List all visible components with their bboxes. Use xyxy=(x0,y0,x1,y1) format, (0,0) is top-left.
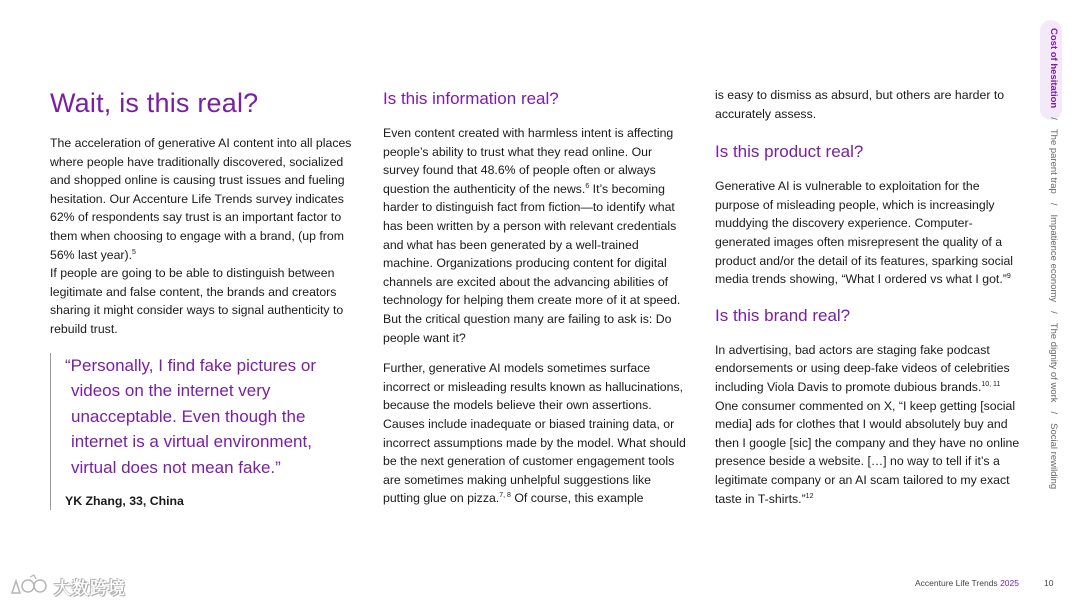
nav-item-social-rewilding[interactable]: Social rewilding xyxy=(1048,423,1059,490)
nav-item-cost-of-hesitation[interactable]: Cost of hesitation xyxy=(1048,28,1059,109)
footnote-ref: 5 xyxy=(132,248,136,256)
column-information xyxy=(383,88,688,508)
product-paragraph: Generative AI is vulnerable to exploitation for the purpose of misleading people, which is increasingly muddying the discovery experience. Computer-generated images often misrepresent the quality of a product and/or the detail of its features, sparking social media trends showing, “What I ordered vs what I got.”$^9$ xyxy=(715,179,1014,287)
footnote-ref: 6 xyxy=(585,182,590,190)
nav-separator: / xyxy=(1048,311,1059,314)
information-paragraph-2: Further, generative AI models sometimes surface incorrect or misleading results known as hallucinations, because the models believe their own assertions. Causes include inadequate or biased training data, or incorrect assumptions made by the model. What should be the next generation of customer engagement tools are sometimes making unhelpful suggestions like putting glue on pizza.$^{7, 8}$ Of course, this example xyxy=(383,361,686,506)
footnote-ref: 9 xyxy=(1006,273,1011,281)
section-heading-product: Is this product real? xyxy=(715,142,864,162)
nav-separator: / xyxy=(1048,117,1059,120)
information-paragraph-1: Even content created with harmless intent is affecting people’s ability to trust what they read online. Our survey found that 48.6% of people often or always question the authenticity of the news.$^6$ It’s becoming harder to distinguish fact from fiction—to identify what has been written by a person with relevant credentials and what has been generated by a well-trained machine. Organizations producing content for digital channels are excited about the advancing abilities of technology for helping them create more of it at speed. But the critical question many are failing to ask is: Do people want it? xyxy=(383,126,681,345)
quote-author: YK Zhang, 33, China xyxy=(65,494,184,509)
chapter-nav-list xyxy=(1048,28,1059,489)
section-heading-brand: Is this brand real? xyxy=(715,305,851,325)
intro-paragraph-2: If people are going to be able to distinguish between legitimate and false content, the brands and creators sharing it might consider ways to signal authenticity to rebuild trust. xyxy=(50,266,344,336)
intro-paragraph: The acceleration of generative AI content into all places where people have traditionally discovered, socialized and shopped online is causing trust issues and fueling hesitation. Our Accenture Life Trends survey indicates 62% of respondents say trust is an important factor to them when choosing to engage with a brand, (up from 56% last year).$^5$ xyxy=(50,136,352,262)
continued-paragraph: is easy to dismiss as absurd, but others are harder to accurately assess. xyxy=(715,88,1005,121)
chapter-nav xyxy=(1040,28,1062,508)
footnote-ref: 10, 11 xyxy=(981,380,1001,388)
nav-item-impatience-economy[interactable]: Impatience economy xyxy=(1048,214,1059,303)
page-title: Wait, is this real? xyxy=(50,88,259,118)
watermark-text: 大数跨境 xyxy=(54,578,126,598)
footer-year: 2025 xyxy=(1000,578,1019,588)
quote-text: “Personally, I find fake pictures or videos on the internet very unacceptable. Even though the internet is a virtual environment, virtual does not mean fake.” xyxy=(65,355,317,477)
column-intro xyxy=(50,86,355,510)
section-heading-information: Is this information real? xyxy=(383,89,559,108)
footnote-ref: 12 xyxy=(805,492,814,500)
nav-separator: / xyxy=(1048,411,1059,415)
pull-quote xyxy=(50,353,355,511)
nav-item-parent-trap[interactable]: The parent trap xyxy=(1048,128,1059,194)
footer-brand: Accenture Life Trends 2025 xyxy=(915,578,1019,588)
brand-paragraph: In advertising, bad actors are staging fake podcast endorsements or using deep-fake videos of celebrities including Viola Davis to promote dubious brands.$^{10, 11}$ One consumer commented on X, “I keep getting [social media] ads for clothes that I would absolutely buy and then I google [sic] the company and they have no online presence beside a website. […] no way to tell if it’s a legitimate company or an AI scam tailored to my exact taste in T-shirts.”$^{12}$ xyxy=(715,342,1020,506)
watermark xyxy=(8,570,148,602)
nav-item-dignity-of-work[interactable]: The dignity of work xyxy=(1048,322,1059,403)
page-number: 10 xyxy=(1044,578,1054,588)
watermark-logo-icon xyxy=(8,573,48,599)
column-product-brand xyxy=(715,86,1020,508)
footnote-ref: 7, 8 xyxy=(499,492,511,500)
nav-separator: / xyxy=(1048,202,1059,206)
